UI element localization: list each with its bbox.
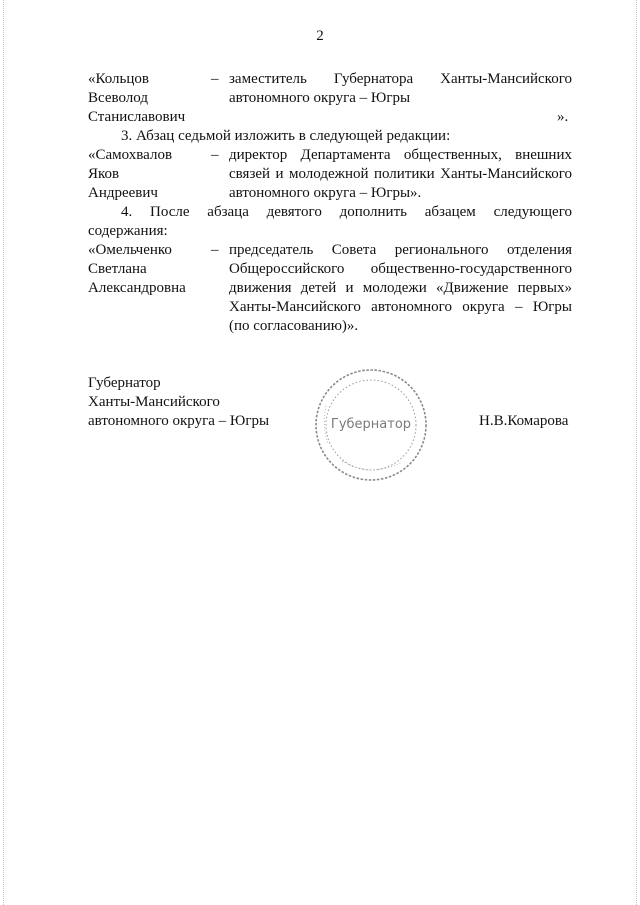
signature-title-line-3: автономного округа – Югры [88, 413, 270, 429]
entry-2-desc-line-2: связей и молодежной политики Ханты-Мансийского [229, 166, 572, 182]
page-number: 2 [316, 28, 324, 44]
entry-3-desc-line-4: Ханты-Мансийского автономного округа – Югры [229, 299, 572, 315]
entry-3-dash: – [211, 242, 219, 258]
scan-edge-right [636, 0, 637, 905]
entry-1-closing-quote: ». [557, 109, 569, 125]
item-3-paragraph: 3. Абзац седьмой изложить в следующей редакции: [121, 128, 451, 144]
signature-title-line-1: Губернатор [88, 375, 161, 391]
entry-2-desc-line-3: автономного округа – Югры». [229, 185, 422, 201]
entry-3-desc-line-1: председатель Совета регионального отделения [229, 242, 572, 258]
entry-1-name-line-2: Всеволод [88, 90, 148, 106]
scan-edge-left [3, 0, 4, 905]
entry-2-name-line-3: Андреевич [88, 185, 158, 201]
entry-3-desc-line-3: движения детей и молодежи «Движение первых» [229, 280, 572, 296]
entry-1-desc-line-2: автономного округа – Югры [229, 90, 411, 106]
item-4-paragraph-line-1: 4. После абзаца девятого дополнить абзацем следующего [121, 204, 572, 220]
entry-1-dash: – [211, 71, 219, 87]
stamp-text: Губернатор [330, 417, 412, 432]
signature-title-line-2: Ханты-Мансийского [88, 394, 220, 410]
entry-1-desc-line-1: заместитель Губернатора Ханты-Мансийского [229, 71, 572, 87]
entry-3-name-line-3: Александровна [88, 280, 186, 296]
stamp-ring-texture-bottom [342, 461, 402, 470]
entry-3-desc-line-5: (по согласованию)». [229, 318, 359, 334]
entry-3-name-line-1: «Омельченко [88, 242, 172, 258]
entry-3-desc-line-2: Общероссийского общественно-государственного [229, 261, 572, 277]
entry-2-desc-line-1: директор Департамента общественных, внешних [229, 147, 572, 163]
entry-3-name-line-2: Светлана [88, 261, 147, 277]
official-stamp [312, 366, 430, 484]
signatory-name: Н.В.Комарова [479, 413, 569, 429]
entry-1-name-line-1: «Кольцов [88, 71, 149, 87]
item-4-paragraph-line-2: содержания: [88, 223, 168, 239]
entry-2-name-line-2: Яков [88, 166, 120, 182]
entry-2-name-line-1: «Самохвалов [88, 147, 173, 163]
entry-1-name-line-3: Станиславович [88, 109, 186, 125]
entry-2-dash: – [211, 147, 219, 163]
